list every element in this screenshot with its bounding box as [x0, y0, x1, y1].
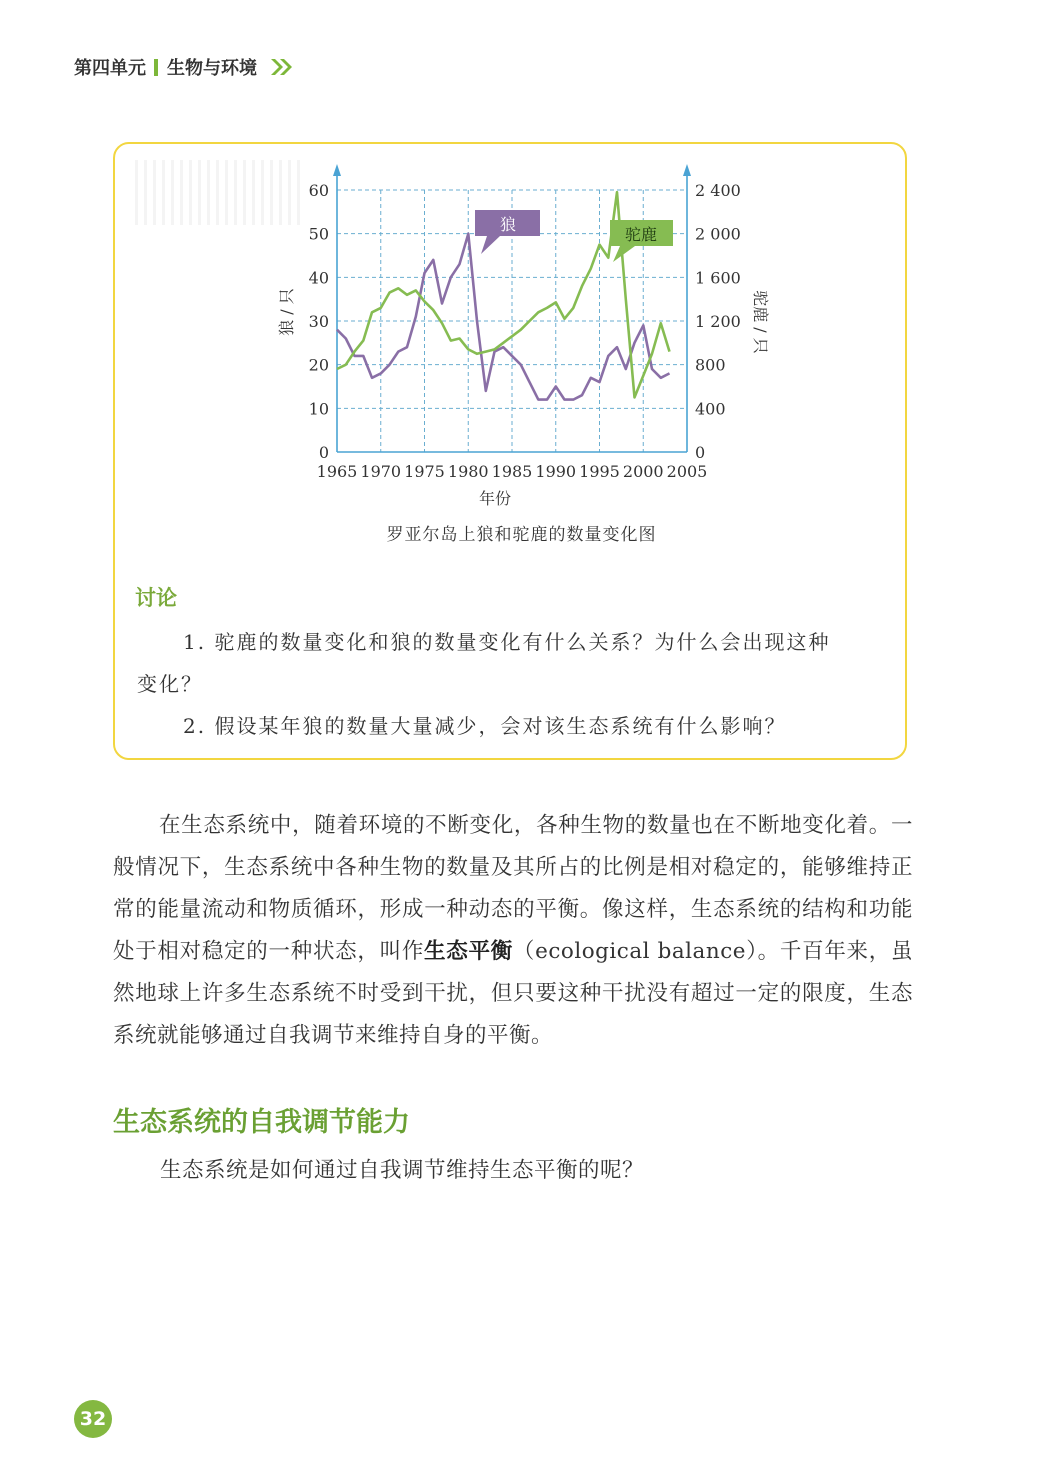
para-text-1: 在生态系统中，随着环境的不断变化，各种生物的数量也在不断地变化着。一般情况下，生态系统中各种生物的数量及其所占的比例是相对稳定的，能够维持正常的能量流动和物质循环，形成一种动态的平衡。像这样，生态系统的结构和功能处于相对稳定的一种状态，叫作: [113, 813, 913, 964]
x-tick-label: 2000: [622, 462, 664, 481]
moose-callout-label: 驼鹿: [624, 225, 658, 244]
y-axis-right-label: 驼鹿 / 只: [751, 290, 770, 354]
y-axis-right-arrow: [683, 164, 691, 176]
x-tick-label: 2005: [666, 462, 708, 481]
y-right-tick-label: 2 000: [695, 224, 741, 244]
question-1-line-1: 1. 驼鹿的数量变化和狼的数量变化有什么关系？为什么会出现这种: [183, 630, 831, 654]
y-left-tick-label: 0: [318, 443, 329, 462]
page-number-badge: 32: [74, 1400, 112, 1438]
question-1-line-2: 变化？: [137, 672, 203, 696]
y-axis-left-arrow: [333, 164, 341, 176]
section-heading: 生态系统的自我调节能力: [113, 1107, 410, 1138]
x-tick-label: 1995: [579, 462, 620, 481]
x-tick-label: 1975: [404, 462, 445, 481]
y-left-tick-label: 20: [308, 355, 329, 375]
population-chart: [0, 0, 1043, 520]
y-left-tick-label: 40: [308, 268, 329, 288]
unit-label: 第四单元: [74, 58, 146, 79]
body-paragraph: [113, 805, 913, 1057]
wolf-callout-label: 狼: [499, 215, 517, 234]
key-term: 生态平衡: [424, 939, 513, 964]
x-tick-label: 1970: [360, 462, 402, 481]
x-tick-label: 1980: [447, 462, 489, 481]
y-left-tick-label: 60: [308, 181, 329, 200]
x-axis-label: 年份: [478, 489, 512, 508]
question-2: 2. 假设某年狼的数量大量减少，会对该生态系统有什么影响？: [183, 714, 787, 738]
y-left-tick-label: 10: [308, 399, 329, 419]
section-intro: 生态系统是如何通过自我调节维持生态平衡的呢？: [160, 1158, 645, 1183]
para-text-2: （ecological balance）。千百年来，虽然地球上许多生态系统不时受到干扰，但只要这种干扰没有超过一定的限度，生态系统就能够通过自我调节来维持自身的平衡。: [113, 939, 913, 1048]
discussion-title: 讨论: [135, 586, 177, 610]
y-right-tick-label: 0: [695, 443, 706, 462]
y-axis-left-label: 狼 / 只: [277, 288, 296, 336]
x-tick-label: 1990: [535, 462, 577, 481]
wolf-series-line: [337, 234, 670, 400]
y-right-tick-label: 1 200: [695, 312, 741, 331]
chart-caption: 罗亚尔岛上狼和驼鹿的数量变化图: [386, 525, 657, 545]
y-right-tick-label: 1 600: [695, 268, 741, 288]
x-tick-label: 1985: [491, 462, 533, 481]
y-right-tick-label: 800: [695, 355, 726, 375]
y-right-tick-label: 2 400: [695, 181, 741, 200]
x-tick-label: 1965: [316, 462, 358, 481]
y-right-tick-label: 400: [695, 399, 726, 419]
y-left-tick-label: 30: [308, 312, 329, 331]
chapter-label: 生物与环境: [167, 58, 257, 79]
y-left-tick-label: 50: [308, 224, 329, 244]
